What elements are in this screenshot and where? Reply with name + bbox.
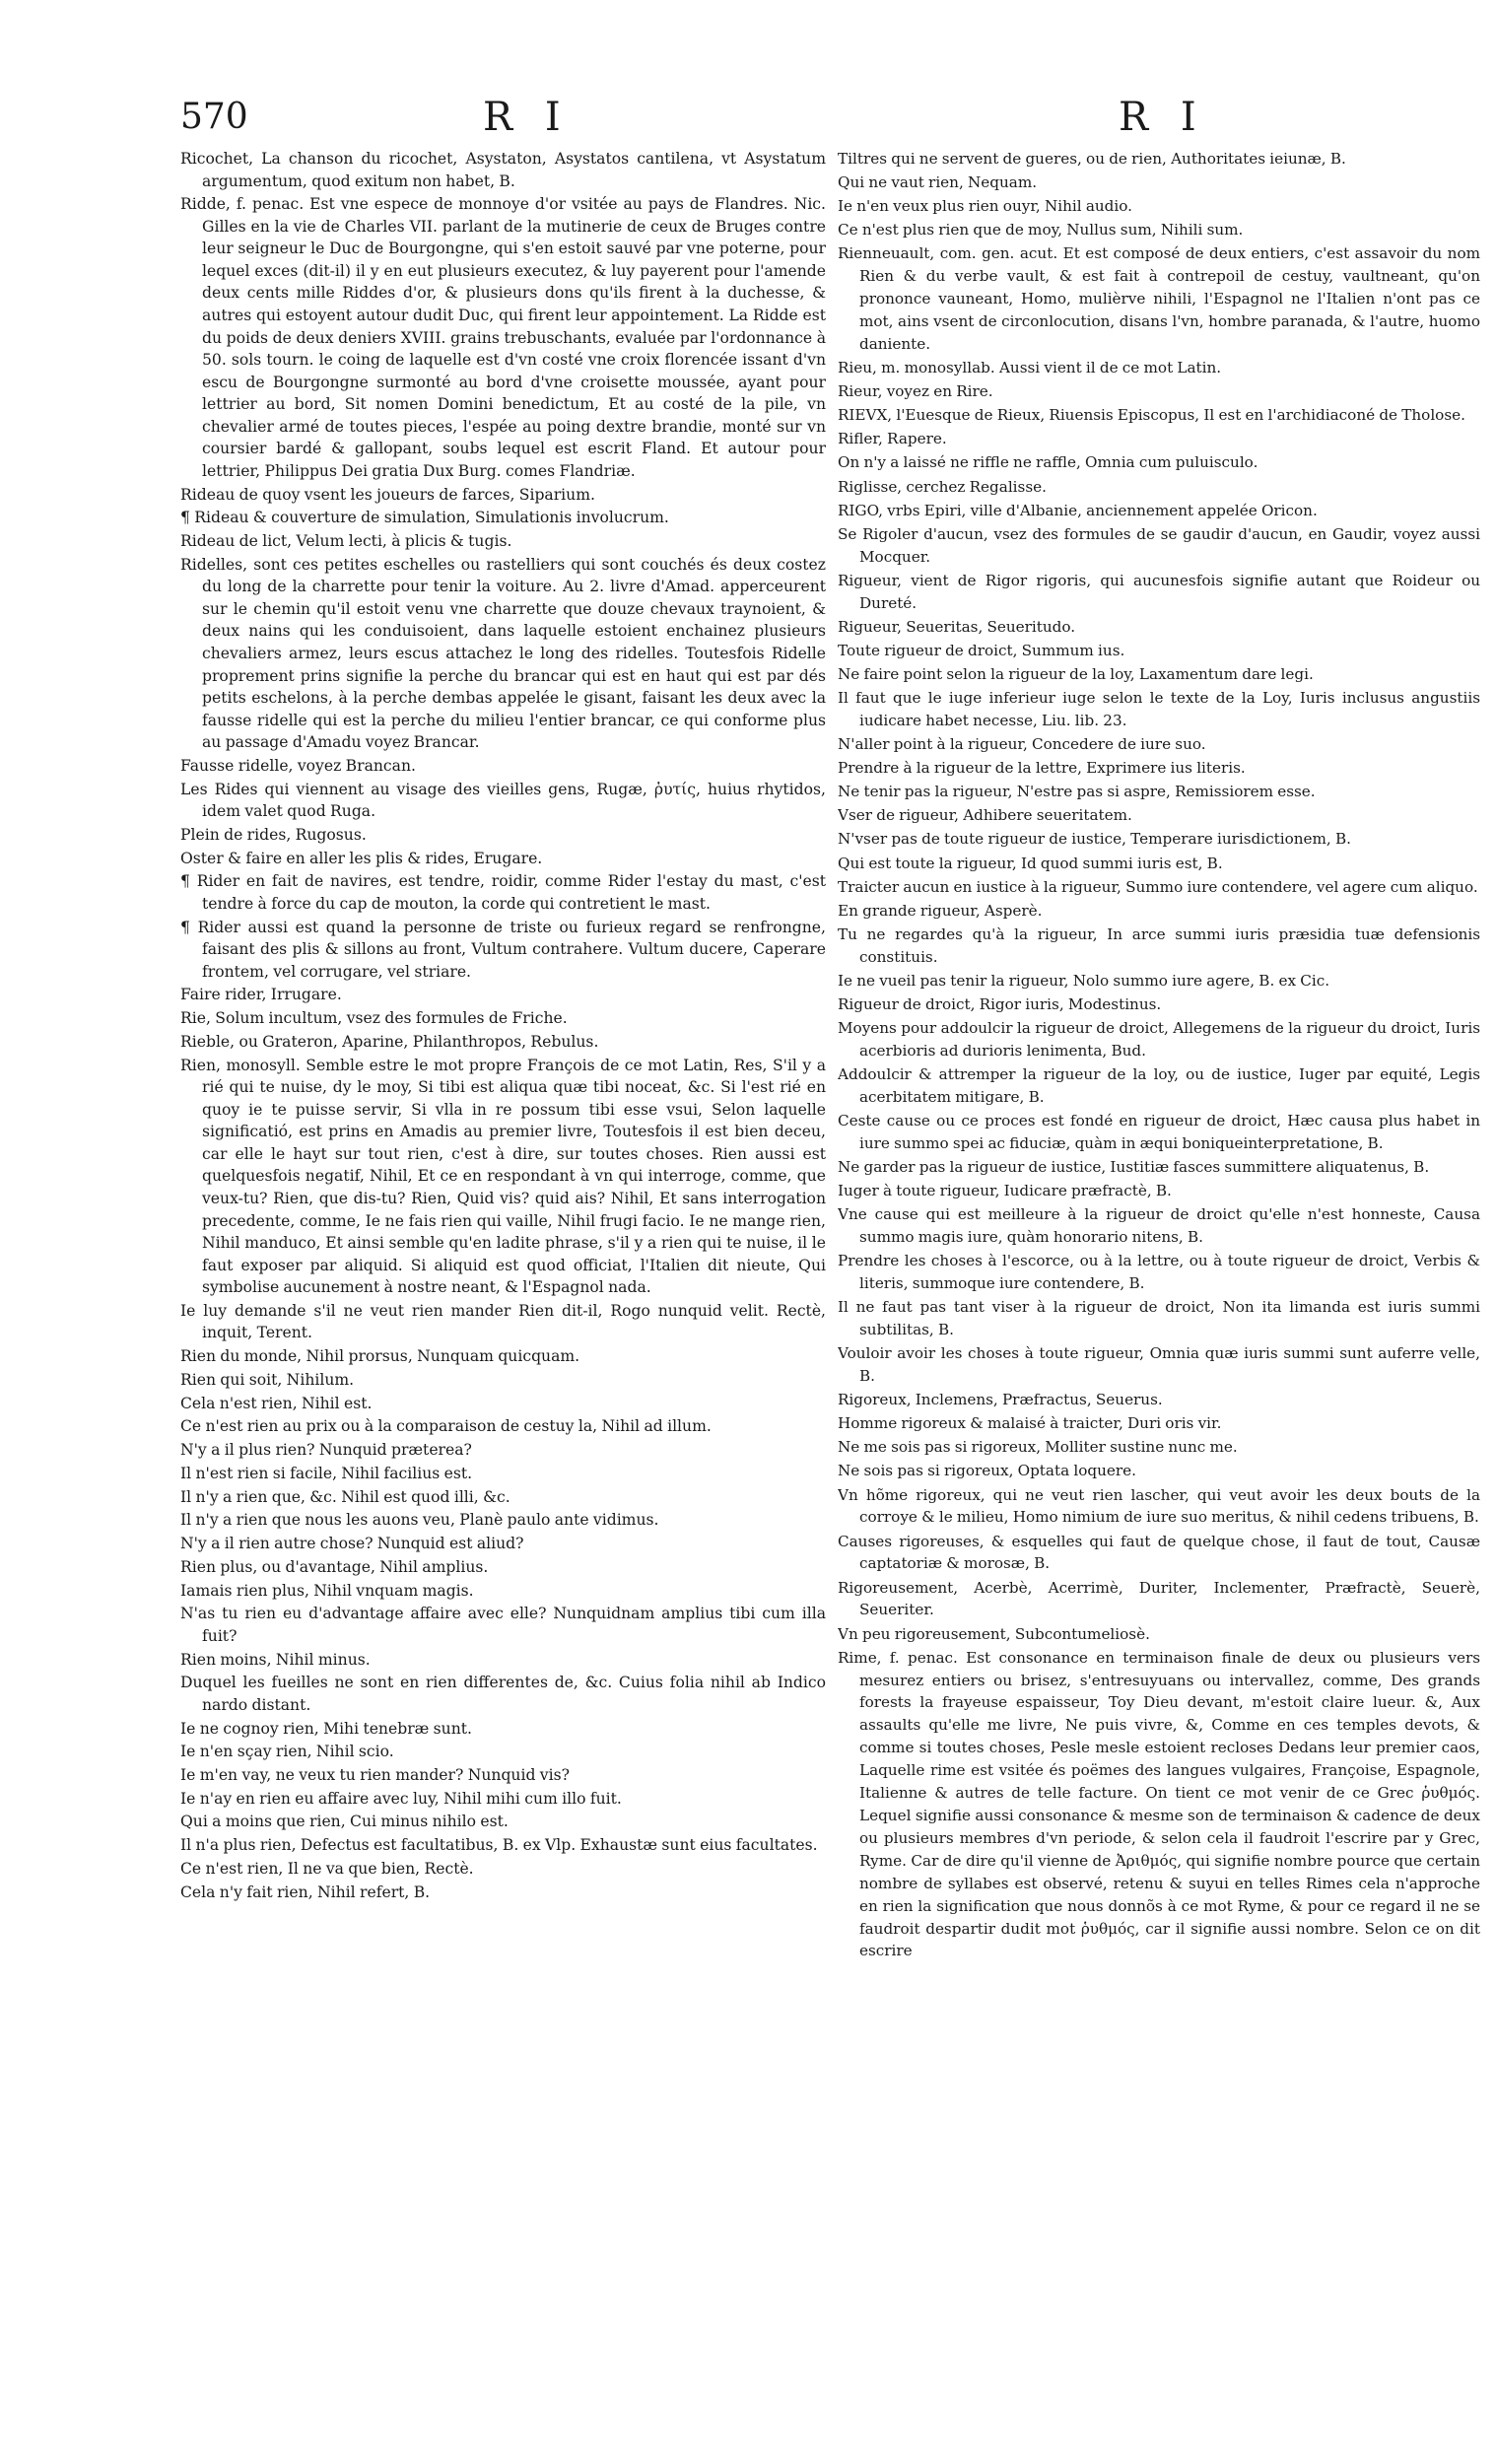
dictionary-entry: Ridde, f. penac. Est vne espece de monnoye d'or vsitée au pays de Flandres. Nic. Gilles en la vie de Charles VII. parlant de la mutinerie de ceux de Bruges contre leur seigneur le Duc de Bourgongne, qui s'en estoit sauvé par vne poterne, pour lequel exces (dit-il) il y en eut plusieurs executez, & luy payerent pour l'amende deux cents mille Riddes d'or, & plusieurs dons qu'ils firent à la duchesse, & autres qui estoyent autour dudit Duc, qui firent leur appointement. La Ridde est du poids de deux deniers XVIII. grains trebuschants, evaluée par l'ordonnance à 50. sols tourn. le coing de laquelle est d'vn costé vne croix florencée issant d'vn escu de Bourgongne surmonté au bord d'vne croisette moussée, ayant pour lettrier au bord, Sit nomen Domini benedictum, Et au costé de la pile, vn chevalier armé de toutes pieces, l'espée au poing dextre brandie, monté sur vn coursier bardé & gallopant, soubs lequel est escrit Fland. Et autour pour lettrier, Philippus Dei gratia Dux Burg. comes Flandriæ. bbox=[180, 195, 826, 480]
dictionary-entry: N'vser pas de toute rigueur de iustice, Temperare iurisdictionem, B. bbox=[838, 830, 1351, 849]
dictionary-entry: Il n'est rien si facile, Nihil facilius est. bbox=[180, 1464, 473, 1482]
running-head-left: R I bbox=[483, 95, 571, 140]
dictionary-entry: Rieble, ou Grateron, Aparine, Philanthropos, Rebulus. bbox=[180, 1032, 599, 1051]
right-column bbox=[838, 148, 1480, 2434]
dictionary-entry: Vser de rigueur, Adhibere seueritatem. bbox=[838, 806, 1132, 825]
dictionary-entry: On n'y a laissé ne riffle ne raffle, Omnia cum puluisculo. bbox=[838, 453, 1258, 472]
dictionary-entry: N'as tu rien eu d'advantage affaire avec elle? Nunquidnam amplius tibi cum illa fuit? bbox=[180, 1605, 826, 1645]
dictionary-entry: Qui ne vaut rien, Nequam. bbox=[838, 173, 1038, 192]
dictionary-entry: RIEVX, l'Euesque de Rieux, Riuensis Episcopus, Il est en l'archidiaconé de Tholose. bbox=[838, 406, 1465, 425]
dictionary-entry: ¶ Rider en fait de navires, est tendre, roidir, comme Rider l'estay du mast, c'est tendre à force du cap de mouton, la corde qui contretient le mast. bbox=[180, 872, 826, 913]
dictionary-entry: Faire rider, Irrugare. bbox=[180, 986, 342, 1004]
dictionary-entry: Rigoreux, Inclemens, Præfractus, Seuerus. bbox=[838, 1391, 1163, 1409]
dictionary-entry: Riglisse, cerchez Regalisse. bbox=[838, 477, 1047, 496]
dictionary-entry: Plein de rides, Rugosus. bbox=[180, 825, 367, 844]
dictionary-entry: Ne tenir pas la rigueur, N'estre pas si aspre, Remissiorem esse. bbox=[838, 783, 1316, 801]
dictionary-entry: Cela n'est rien, Nihil est. bbox=[180, 1394, 373, 1412]
dictionary-entry: Rienneuault, com. gen. acut. Et est composé de deux entiers, c'est assavoir du nom Rien & du verbe vault, & est fait à contrepoil de cestuy, vaultneant, qu'on prononce vauneant, Homo, mulièrve nihili, l'Espagnol ne l'Italien n'ont pas ce mot, ains vsent de circonlocution, disans l'vn, hombre paranada, & l'autre, huomo daniente. bbox=[838, 244, 1480, 353]
dictionary-entry: Il faut que le iuge inferieur iuge selon le texte de la Loy, Iuris inclusus angustiis iudicare habet necesse, Liu. lib. 23. bbox=[838, 689, 1480, 729]
dictionary-entry: Les Rides qui viennent au visage des vieilles gens, Rugæ, ῥυτίς, huius rhytidos, idem valet quod Ruga. bbox=[180, 780, 826, 821]
dictionary-entry: Rien moins, Nihil minus. bbox=[180, 1650, 371, 1669]
running-head-right: R I bbox=[1119, 95, 1206, 140]
dictionary-entry: Rigoreusement, Acerbè, Acerrimè, Duriter, Inclementer, Præfractè, Seuerè, Seueriter. bbox=[838, 1578, 1480, 1619]
dictionary-entry: RIGO, vrbs Epiri, ville d'Albanie, anciennement appelée Oricon. bbox=[838, 501, 1318, 519]
dictionary-entry: Rime, f. penac. Est consonance en terminaison finale de deux ou plusieurs vers mesurez entiers ou brisez, s'entresuyuans ou intervallez, comme, Des grands forests la frayeuse espaisseur, Toy Dieu devant, m'estoit claire lueur. &, Aux assaults qu'elle me livre, Ne puis vivre, &, Comme en ces temples devots, & comme si toutes choses, Pesle mesle estoient recloses Dedans leur premier caos, Laquelle rime est vsitée és poëmes des langues vulgaires, Françoise, Espagnole, Italienne & autres de telle facture. On tient ce mot venir de ce Grec ῥυθμός. Lequel signifie aussi consonance & mesme son de terminaison & cadence de deux ou plusieurs membres d'vn periode, & selon cela il faudroit l'escrire par y Grec, Ryme. Car de dire qu'il vienne de Ἀριθμός, qui signifie nombre pource que certain nombre de syllabes est observé, retenu & suyui en telles Rimes cela n'approche en rien la signification que nous donnõs à ce mot Ryme, & pour ce regard il ne se faudroit despartir dudit mot ῥυθμός, car il signifie aussi nombre. Selon ce on dit escrire bbox=[838, 1648, 1480, 1960]
dictionary-entry: ¶ Rideau & couverture de simulation, Simulationis involucrum. bbox=[180, 509, 669, 527]
dictionary-entry: En grande rigueur, Asperè. bbox=[838, 901, 1043, 920]
dictionary-entry: Se Rigoler d'aucun, vsez des formules de se gaudir d'aucun, en Gaudir, voyez aussi Mocquer. bbox=[838, 524, 1480, 566]
dictionary-entry: Rieur, voyez en Rire. bbox=[838, 382, 993, 401]
dictionary-entry: Ricochet, La chanson du ricochet, Asystaton, Asystatos cantilena, vt Asystatum argumentum, quod exitum non habet, B. bbox=[180, 150, 826, 190]
dictionary-entry: Ie luy demande s'il ne veut rien mander Rien dit-il, Rogo nunquid velit. Rectè, inquit, Terent. bbox=[180, 1301, 826, 1342]
dictionary-entry: Toute rigueur de droict, Summum ius. bbox=[838, 641, 1125, 659]
dictionary-entry: Fausse ridelle, voyez Brancan. bbox=[180, 756, 416, 775]
dictionary-entry: Ce n'est rien au prix ou à la comparaison de cestuy la, Nihil ad illum. bbox=[180, 1417, 712, 1436]
left-column bbox=[180, 148, 826, 2434]
dictionary-entry: Tu ne regardes qu'à la rigueur, In arce summi iuris præsidia tuæ defensionis constituis. bbox=[838, 924, 1480, 966]
dictionary-entry: Ie n'en sçay rien, Nihil scio. bbox=[180, 1743, 394, 1761]
dictionary-entry: Iamais rien plus, Nihil vnquam magis. bbox=[180, 1581, 474, 1600]
dictionary-entry: Rien qui soit, Nihilum. bbox=[180, 1370, 355, 1389]
dictionary-entry: Iuger à toute rigueur, Iudicare præfractè, B. bbox=[838, 1182, 1172, 1200]
dictionary-entry: Ne garder pas la rigueur de iustice, Iustitiæ fasces summittere aliquatenus, B. bbox=[838, 1157, 1430, 1176]
dictionary-entry: Rien, monosyll. Semble estre le mot propre François de ce mot Latin, Res, S'il y a rié qui te nuise, dy le moy, Si tibi est aliqua quæ tibi noceat, &c. Si l'est rié en quoy ie te puisse servir, Si vlla in re possum tibi esse vsui, Selon laquelle significatió, est prins en Amadis au premier livre, Toutesfois il est bien deceu, car elle le hayt sur tout rien, c'est à dire, sur toutes choses. Rien aussi est quelquesfois negatif, Nihil, Et ce en respondant à vn qui interroge, comme, que veux-tu? Rien, que dis-tu? Rien, Quid vis? quid ais? Nihil, Et sans interrogation precedente, comme, Ie ne fais rien qui vaille, Nihil frugi facio. Ie ne mange rien, Nihil manduco, Et ainsi semble qu'en ladite phrase, s'il y a rien qui te nuise, il le faut exposer par aliquid. Si aliquid est quod officiat, l'Italien dit nieute, Qui symbolise aucunement à nostre neant, & l'Espagnol nada. bbox=[180, 1056, 826, 1297]
dictionary-entry: Rigueur, vient de Rigor rigoris, qui aucunesfois signifie autant que Roideur ou Dureté. bbox=[838, 571, 1480, 612]
dictionary-entry: Qui est toute la rigueur, Id quod summi iuris est, B. bbox=[838, 854, 1223, 872]
dictionary-entry: ¶ Rider aussi est quand la personne de triste ou furieux regard se renfrongne, faisant des plis & sillons au front, Vultum contrahere. Vultum ducere, Caperare frontem, vel corrugare, vel striare. bbox=[180, 918, 826, 981]
dictionary-entry: Vne cause qui est meilleure à la rigueur de droict qu'elle n'est honneste, Causa summo magis iure, quàm honorario nitens, B. bbox=[838, 1205, 1480, 1247]
dictionary-entry: Addoulcir & attremper la rigueur de la loy, ou de iustice, Iuger par equité, Legis acerbitatem mitigare, B. bbox=[838, 1064, 1480, 1106]
dictionary-entry: Ie ne cognoy rien, Mihi tenebræ sunt. bbox=[180, 1719, 472, 1738]
dictionary-entry: Il n'a plus rien, Defectus est facultatibus, B. ex Vlp. Exhaustæ sunt eius facultates. bbox=[180, 1836, 818, 1855]
dictionary-entry: Ie n'en veux plus rien ouyr, Nihil audio. bbox=[838, 197, 1132, 216]
dictionary-entry: Rigueur, Seueritas, Seueritudo. bbox=[838, 617, 1076, 636]
dictionary-entry: Rideau de lict, Velum lecti, à plicis & tugis. bbox=[180, 532, 512, 551]
dictionary-entry: Ie n'ay en rien eu affaire avec luy, Nihil mihi cum illo fuit. bbox=[180, 1789, 622, 1808]
dictionary-entry: Homme rigoreux & malaisé à traicter, Duri oris vir. bbox=[838, 1414, 1222, 1433]
dictionary-entry: N'aller point à la rigueur, Concedere de iure suo. bbox=[838, 735, 1206, 754]
dictionary-entry: Vn hõme rigoreux, qui ne veut rien lascher, qui veut avoir les deux bouts de la corroye & le milieu, Homo nimium de iure suo meritus, & nihil cedens tribuens, B. bbox=[838, 1485, 1480, 1527]
dictionary-entry: Ridelles, sont ces petites eschelles ou rastelliers qui sont couchés és deux costez du long de la charrette pour tenir la voiture. Au 2. livre d'Amad. apperceurent sur le chemin qu'il estoit venu vne charrette que douze chevaux traynoient, & deux nains qui les conduisoient, dans laquelle estoient enchainez plusieurs chevaliers armez, leurs escus attachez le long des ridelles. Toutesfois Ridelle proprement prins signifie la perche du brancar qui est en haut qui est par dés petits eschelons, à la perche dembas appelée le gisant, faisant les deux avec la fausse ridelle qui est la perche du milieu l'entier brancar, ce qui conforme plus au passage d'Amadu voyez Brancar. bbox=[180, 555, 826, 752]
dictionary-entry: Duquel les fueilles ne sont en rien differentes de, &c. Cuius folia nihil ab Indico nardo distant. bbox=[180, 1674, 826, 1714]
dictionary-entry: Causes rigoreuses, & esquelles qui faut de quelque chose, il faut de tout, Causæ captatoriæ & morosæ, B. bbox=[838, 1532, 1480, 1573]
dictionary-entry: N'y a il rien autre chose? Nunquid est aliud? bbox=[180, 1535, 524, 1553]
dictionary-entry: Cela n'y fait rien, Nihil refert, B. bbox=[180, 1882, 431, 1901]
dictionary-entry: Tiltres qui ne servent de gueres, ou de rien, Authoritates ieiunæ, B. bbox=[838, 150, 1346, 168]
dictionary-entry: Qui a moins que rien, Cui minus nihilo est. bbox=[180, 1813, 509, 1831]
dictionary-entry: Prendre à la rigueur de la lettre, Exprimere ius literis. bbox=[838, 759, 1246, 778]
dictionary-entry: Rifler, Rapere. bbox=[838, 430, 947, 448]
page-number: 570 bbox=[180, 97, 248, 137]
dictionary-entry: Ie m'en vay, ne veux tu rien mander? Nunquid vis? bbox=[180, 1766, 570, 1785]
dictionary-entry: Ceste cause ou ce proces est fondé en rigueur de droict, Hæc causa plus habet in iure summo spei ac fiduciæ, quàm in æqui boniqueinterpretatione, B. bbox=[838, 1111, 1480, 1152]
dictionary-entry: Vn peu rigoreusement, Subcontumeliosè. bbox=[838, 1624, 1150, 1643]
dictionary-entry: Ce n'est plus rien que de moy, Nullus sum, Nihili sum. bbox=[838, 221, 1244, 240]
dictionary-entry: Rien plus, ou d'avantage, Nihil amplius. bbox=[180, 1557, 489, 1576]
dictionary-entry: Rie, Solum incultum, vsez des formules de Friche. bbox=[180, 1009, 568, 1028]
dictionary-entry: N'y a il plus rien? Nunquid præterea? bbox=[180, 1441, 472, 1460]
dictionary-entry: Rieu, m. monosyllab. Aussi vient il de ce mot Latin. bbox=[838, 359, 1222, 377]
dictionary-entry: Rideau de quoy vsent les joueurs de farces, Siparium. bbox=[180, 485, 595, 504]
dictionary-entry: Il n'y a rien que, &c. Nihil est quod illi, &c. bbox=[180, 1487, 510, 1506]
dictionary-entry: Traicter aucun en iustice à la rigueur, Summo iure contendere, vel agere cum aliquo. bbox=[838, 877, 1478, 896]
dictionary-entry: Oster & faire en aller les plis & rides, Erugare. bbox=[180, 849, 543, 867]
dictionary-entry: Ie ne vueil pas tenir la rigueur, Nolo summo iure agere, B. ex Cic. bbox=[838, 971, 1330, 990]
dictionary-entry: Rien du monde, Nihil prorsus, Nunquam quicquam. bbox=[180, 1347, 580, 1366]
dictionary-entry: Rigueur de droict, Rigor iuris, Modestinus. bbox=[838, 994, 1162, 1013]
dictionary-entry: Ne faire point selon la rigueur de la loy, Laxamentum dare legi. bbox=[838, 664, 1314, 683]
dictionary-entry: Ne me sois pas si rigoreux, Molliter sustine nunc me. bbox=[838, 1438, 1238, 1457]
dictionary-entry: Vouloir avoir les choses à toute rigueur, Omnia quæ iuris summi sunt auferre velle, B. bbox=[838, 1344, 1480, 1386]
dictionary-entry: Moyens pour addoulcir la rigueur de droict, Allegemens de la rigueur du droict, Iuris acerbioris ad durioris lenimenta, Bud. bbox=[838, 1018, 1480, 1060]
dictionary-entry: Il ne faut pas tant viser à la rigueur de droict, Non ita limanda est iuris summi subtilitas, B. bbox=[838, 1298, 1480, 1339]
dictionary-entry: Ne sois pas si rigoreux, Optata loquere. bbox=[838, 1462, 1136, 1480]
dictionary-entry: Prendre les choses à l'escorce, ou à la lettre, ou à toute rigueur de droict, Verbis & literis, summoque iure contendere, B. bbox=[838, 1252, 1480, 1293]
dictionary-entry: Ce n'est rien, Il ne va que bien, Rectè. bbox=[180, 1859, 474, 1878]
dictionary-entry: Il n'y a rien que nous les auons veu, Planè paulo ante vidimus. bbox=[180, 1511, 659, 1530]
